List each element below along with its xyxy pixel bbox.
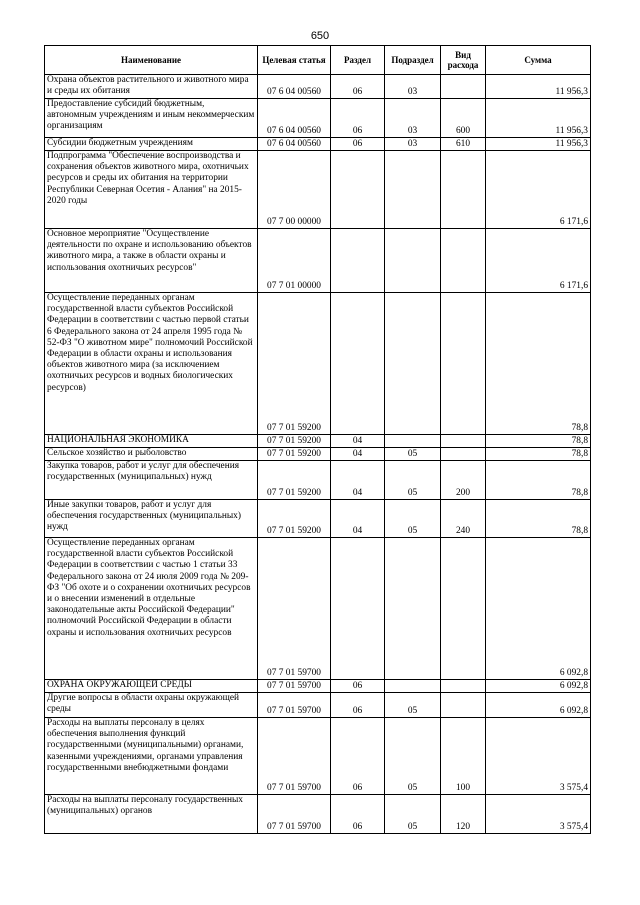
row-name: Расходы на выплаты персоналу в целях обеспечения выполнения функций государственными (муниципальными) органами, казенными учреждениями, органами управления государственными внебюджетными фондами: [45, 718, 258, 795]
row-expense-type: 240: [441, 500, 486, 538]
row-section: 06: [331, 680, 385, 693]
row-name: Охрана объектов растительного и животного мира и среды их обитания: [45, 75, 258, 99]
row-section: 06: [331, 99, 385, 138]
row-expense-type: [441, 680, 486, 693]
row-name: Субсидии бюджетным учреждениям: [45, 138, 258, 151]
row-name: Расходы на выплаты персоналу государственных (муниципальных) органов: [45, 795, 258, 834]
header-target-article: Целевая статья: [258, 46, 331, 75]
row-expense-type: 200: [441, 461, 486, 500]
row-section: [331, 293, 385, 435]
row-name: Иные закупки товаров, работ и услуг для обеспечения государственных (муниципальных) нужд: [45, 500, 258, 538]
table-row: [45, 693, 591, 718]
row-section: [331, 151, 385, 229]
budget-table: [44, 45, 591, 834]
row-amount: 6 092,8: [486, 693, 591, 718]
row-code: 07 7 01 59200: [258, 435, 331, 448]
row-expense-type: [441, 448, 486, 461]
row-code: 07 6 04 00560: [258, 75, 331, 99]
row-amount: 6 092,8: [486, 680, 591, 693]
table-row: [45, 448, 591, 461]
row-name: ОХРАНА ОКРУЖАЮЩЕЙ СРЕДЫ: [45, 680, 258, 693]
row-subsection: 05: [385, 500, 441, 538]
row-section: 04: [331, 448, 385, 461]
table-row: [45, 229, 591, 293]
row-name: Подпрограмма "Обеспечение воспроизводства и сохранения объектов животного мира, охотничьих ресурсов и среды их обитания на территории Республики Северная Осетия - Алания" на 2015-2020 годы: [45, 151, 258, 229]
row-code: 07 7 01 00000: [258, 229, 331, 293]
table-row: [45, 538, 591, 680]
header-section: Раздел: [331, 46, 385, 75]
row-amount: 11 956,3: [486, 99, 591, 138]
row-amount: 3 575,4: [486, 718, 591, 795]
table-row: [45, 99, 591, 138]
row-amount: 78,8: [486, 500, 591, 538]
row-expense-type: [441, 538, 486, 680]
row-code: 07 7 01 59700: [258, 795, 331, 834]
row-section: 06: [331, 138, 385, 151]
row-amount: 11 956,3: [486, 138, 591, 151]
row-subsection: 03: [385, 99, 441, 138]
row-code: 07 7 01 59700: [258, 693, 331, 718]
row-amount: 78,8: [486, 435, 591, 448]
header-amount: Сумма: [486, 46, 591, 75]
row-section: 06: [331, 795, 385, 834]
row-expense-type: [441, 693, 486, 718]
header-name: Наименование: [45, 46, 258, 75]
row-section: 04: [331, 435, 385, 448]
row-subsection: 05: [385, 718, 441, 795]
row-name: НАЦИОНАЛЬНАЯ ЭКОНОМИКА: [45, 435, 258, 448]
row-subsection: 05: [385, 461, 441, 500]
row-amount: 6 171,6: [486, 229, 591, 293]
row-code: 07 6 04 00560: [258, 99, 331, 138]
row-expense-type: 100: [441, 718, 486, 795]
row-expense-type: [441, 151, 486, 229]
row-name: Закупка товаров, работ и услуг для обеспечения государственных (муниципальных) нужд: [45, 461, 258, 500]
row-name: Осуществление переданных органам государственной власти субъектов Российской Федерации в соответствии с частью 1 статьи 33 Федерального закона от 24 июля 2009 года № 209-ФЗ "Об охоте и о сохранении охотничьих ресурсов и о внесении изменений в отдельные законодательные акты Российской Федерации" полномочий Российской Федерации в области охраны и использования охотничьих ресурсов: [45, 538, 258, 680]
row-subsection: [385, 293, 441, 435]
row-section: 06: [331, 75, 385, 99]
row-name: Другие вопросы в области охраны окружающей среды: [45, 693, 258, 718]
row-subsection: 03: [385, 75, 441, 99]
table-row: [45, 435, 591, 448]
row-subsection: 05: [385, 448, 441, 461]
row-section: 06: [331, 718, 385, 795]
row-section: [331, 538, 385, 680]
header-subsection: Подраздел: [385, 46, 441, 75]
row-name: Предоставление субсидий бюджетным, автономным учреждениям и иным некоммерческим организациям: [45, 99, 258, 138]
row-amount: 78,8: [486, 293, 591, 435]
row-code: 07 7 01 59200: [258, 293, 331, 435]
table-row: [45, 718, 591, 795]
row-expense-type: [441, 229, 486, 293]
row-code: 07 7 01 59200: [258, 448, 331, 461]
row-name: Основное мероприятие "Осуществление деятельности по охране и использованию объектов животного мира, а также в области охраны и использования охотничьих ресурсов": [45, 229, 258, 293]
row-expense-type: [441, 435, 486, 448]
row-name: Осуществление переданных органам государственной власти субъектов Российской Федерации в соответствии с частью первой статьи 6 Федерального закона от 24 апреля 1995 года № 52-ФЗ "О животном мире" полномочий Российской Федерации в области охраны и использования объектов животного мира (за исключением охотничьих ресурсов и водных биологических ресурсов): [45, 293, 258, 435]
row-code: 07 6 04 00560: [258, 138, 331, 151]
row-subsection: [385, 435, 441, 448]
row-code: 07 7 01 59700: [258, 538, 331, 680]
row-subsection: [385, 680, 441, 693]
row-section: [331, 229, 385, 293]
row-section: 06: [331, 693, 385, 718]
table-row: [45, 680, 591, 693]
table-row: [45, 138, 591, 151]
table-header-row: [45, 46, 591, 75]
row-section: 04: [331, 500, 385, 538]
row-amount: 11 956,3: [486, 75, 591, 99]
page-number: 650: [310, 30, 330, 42]
table-row: [45, 75, 591, 99]
table-row: [45, 151, 591, 229]
row-code: 07 7 01 59700: [258, 718, 331, 795]
row-expense-type: 600: [441, 99, 486, 138]
row-code: 07 7 01 59200: [258, 500, 331, 538]
table-row: [45, 293, 591, 435]
row-subsection: [385, 151, 441, 229]
table-row: [45, 795, 591, 834]
row-code: 07 7 00 00000: [258, 151, 331, 229]
table-row: [45, 461, 591, 500]
row-code: 07 7 01 59700: [258, 680, 331, 693]
row-amount: 6 092,8: [486, 538, 591, 680]
row-expense-type: [441, 75, 486, 99]
row-expense-type: 610: [441, 138, 486, 151]
row-subsection: [385, 229, 441, 293]
table-row: [45, 500, 591, 538]
row-subsection: 05: [385, 693, 441, 718]
row-amount: 78,8: [486, 448, 591, 461]
row-amount: 6 171,6: [486, 151, 591, 229]
row-subsection: [385, 538, 441, 680]
row-code: 07 7 01 59200: [258, 461, 331, 500]
header-expense-type: Вид расхода: [441, 46, 486, 75]
row-section: 04: [331, 461, 385, 500]
row-amount: 3 575,4: [486, 795, 591, 834]
row-amount: 78,8: [486, 461, 591, 500]
row-name: Сельское хозяйство и рыболовство: [45, 448, 258, 461]
row-expense-type: [441, 293, 486, 435]
row-expense-type: 120: [441, 795, 486, 834]
row-subsection: 03: [385, 138, 441, 151]
row-subsection: 05: [385, 795, 441, 834]
